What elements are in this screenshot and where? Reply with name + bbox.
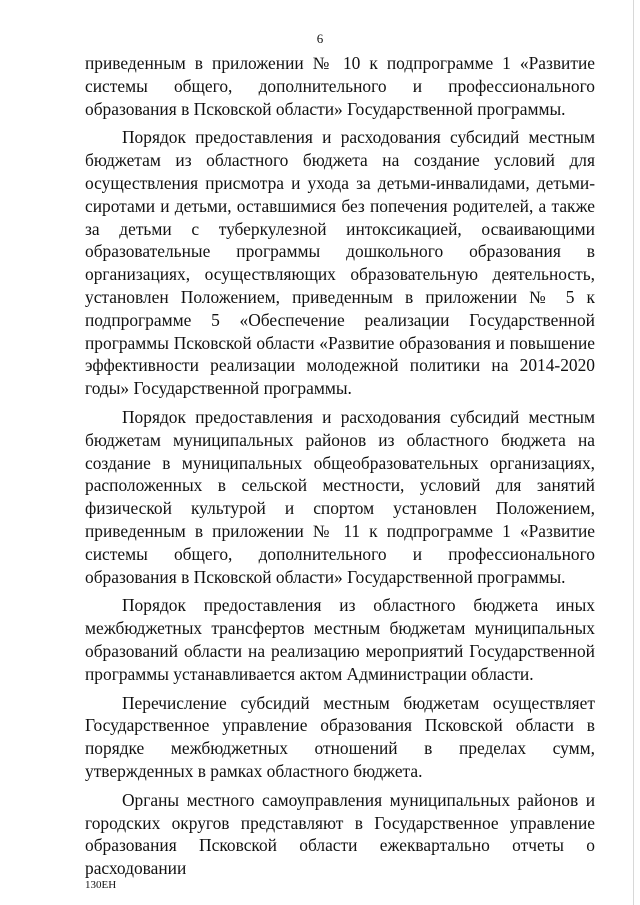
paragraph-5: Перечисление субсидий местным бюджетам осуществляет Государственное управление образования Псковской области в порядке межбюджетных отношений в пределах сумм, утвержденных в рамках областного бюджета. bbox=[85, 692, 595, 781]
paragraph-4: Порядок предоставления из областного бюджета иных межбюджетных трансфертов местным бюджетам муниципальных образований области на реализацию мероприятий Государственной программы устанавливается актом Администрации области. bbox=[85, 595, 595, 684]
page-edge-shadow bbox=[633, 0, 634, 905]
document-body bbox=[85, 52, 595, 886]
paragraph-6: Органы местного самоуправления муниципальных районов и городских округов представляют в Государственное управление образования Псковской области ежеквартально отчеты о расходовании bbox=[85, 789, 595, 879]
paragraph-2: Порядок предоставления и расходования субсидий местным бюджетам из областного бюджета на создание условий для осуществления присмотра и ухода за детьми-инвалидами, детьми-сиротами и детьми, оставшимися без попечения родителей, а также за детьми с туберкулезной интоксикацией, осваивающими образовательные программы дошкольного образования в организациях, осуществляющих образовательную деятельность, установлен Положением, приведенным в приложении № 5 к подпрограмме 5 «Обеспечение реализации Государственной программы Псковской области «Развитие образования и повышение эффективности реализации молодежной политики на 2014-2020 годы» Государственной программы. bbox=[85, 127, 595, 399]
footer-document-code: 130ЕН bbox=[85, 879, 117, 891]
page-number: 6 bbox=[316, 31, 324, 46]
paragraph-1: приведенным в приложении № 10 к подпрограмме 1 «Развитие системы общего, дополнительного и профессионального образования в Псковской области» Государственной программы. bbox=[85, 53, 595, 119]
paragraph-3: Порядок предоставления и расходования субсидий местным бюджетам муниципальных районов из областного бюджета на создание в муниципальных общеобразовательных организациях, расположенных в сельской местности, условий для занятий физической культурой и спортом установлен Положением, приведенным в приложении № 11 к подпрограмме 1 «Развитие системы общего, дополнительного и профессионального образования в Псковской области» Государственной программы. bbox=[85, 406, 595, 587]
